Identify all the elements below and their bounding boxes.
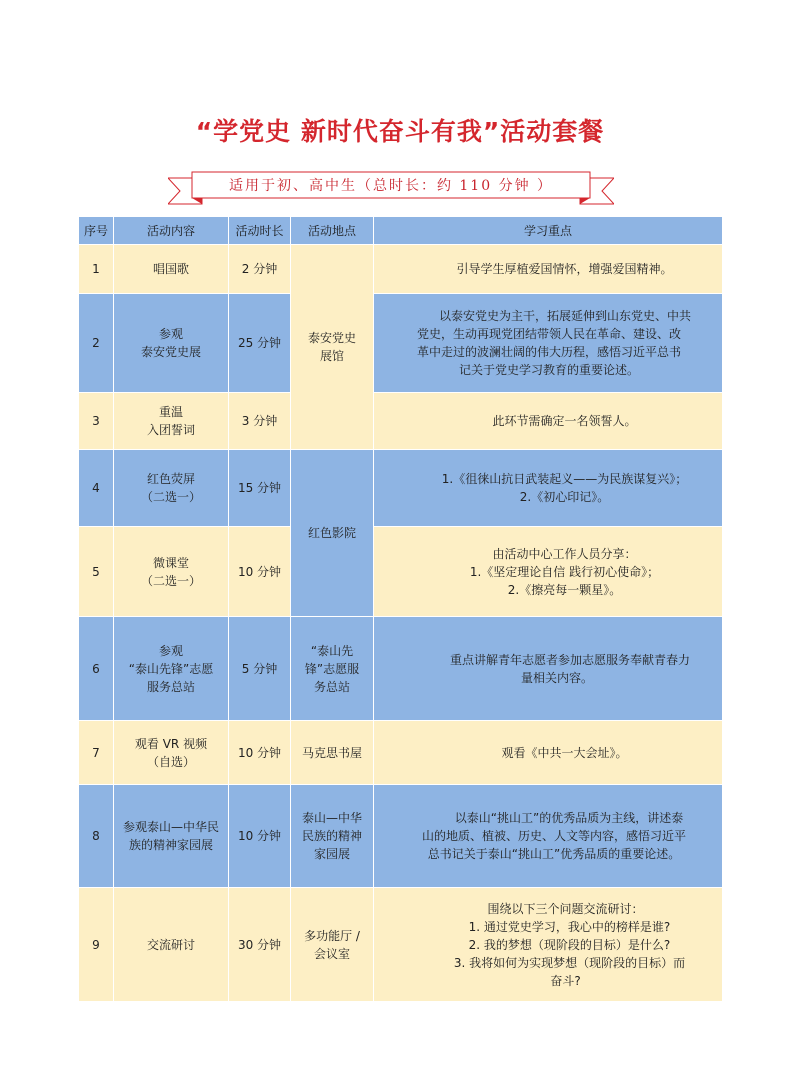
row-number: 8 — [79, 785, 114, 888]
subtitle-ribbon — [168, 170, 614, 210]
table-row — [79, 888, 723, 1002]
learning-focus: 此环节需确定一名领誓人。 — [374, 393, 723, 450]
activity-duration: 10 分钟 — [229, 721, 291, 785]
learning-focus: 由活动中心工作人员分享： 1.《坚定理论自信 践行初心使命》； 2.《擦亮每一颗星》。 — [374, 527, 723, 617]
activity-duration: 15 分钟 — [229, 450, 291, 527]
table-row — [79, 450, 723, 527]
row-number: 2 — [79, 294, 114, 393]
activity-content: 参观 “泰山先锋”志愿 服务总站 — [114, 617, 229, 721]
row-number: 5 — [79, 527, 114, 617]
header-no: 序号 — [79, 217, 114, 245]
activity-location: “泰山先 锋”志愿服 务总站 — [291, 617, 374, 721]
activity-content: 唱国歌 — [114, 245, 229, 294]
learning-focus: 以泰山“挑山工”的优秀品质为主线，讲述泰 山的地质、植被、历史、人文等内容，感悟习近平 总书记关于泰山“挑山工”优秀品质的重要论述。 — [374, 785, 723, 888]
row-number: 1 — [79, 245, 114, 294]
activity-duration: 10 分钟 — [229, 785, 291, 888]
table-row — [79, 527, 723, 617]
activity-location: 泰山—中华 民族的精神 家园展 — [291, 785, 374, 888]
row-number: 7 — [79, 721, 114, 785]
activity-location: 马克思书屋 — [291, 721, 374, 785]
activity-table — [78, 216, 723, 1002]
activity-duration: 30 分钟 — [229, 888, 291, 1002]
table-row — [79, 393, 723, 450]
table-row — [79, 721, 723, 785]
row-number: 3 — [79, 393, 114, 450]
activity-location: 多功能厅 / 会议室 — [291, 888, 374, 1002]
activity-content: 交流研讨 — [114, 888, 229, 1002]
activity-location: 泰安党史 展馆 — [291, 245, 374, 450]
table-row — [79, 245, 723, 294]
learning-focus: 围绕以下三个问题交流研讨： 1. 通过党史学习，我心中的榜样是谁? 2. 我的梦想（现阶段的目标）是什么? 3. 我将如何为实现梦想（现阶段的目标）而 奋斗? — [374, 888, 723, 1002]
row-number: 9 — [79, 888, 114, 1002]
learning-focus: 以泰安党史为主干，拓展延伸到山东党史、中共 党史，生动再现党团结带领人民在革命、建设、改 革中走过的波澜壮阔的伟大历程，感悟习近平总书 记关于党史学习教育的重要论述。 — [374, 294, 723, 393]
row-number: 4 — [79, 450, 114, 527]
activity-content: 红色荧屏 （二选一） — [114, 450, 229, 527]
table-header-row — [79, 217, 723, 245]
header-content: 活动内容 — [114, 217, 229, 245]
activity-content: 微课堂 （二选一） — [114, 527, 229, 617]
activity-location: 红色影院 — [291, 450, 374, 617]
activity-content: 观看 VR 视频 （自选） — [114, 721, 229, 785]
header-location: 活动地点 — [291, 217, 374, 245]
activity-duration: 2 分钟 — [229, 245, 291, 294]
activity-content: 参观 泰安党史展 — [114, 294, 229, 393]
table-row — [79, 617, 723, 721]
activity-duration: 5 分钟 — [229, 617, 291, 721]
activity-content: 参观泰山—中华民 族的精神家园展 — [114, 785, 229, 888]
learning-focus: 引导学生厚植爱国情怀，增强爱国精神。 — [374, 245, 723, 294]
table-row — [79, 294, 723, 393]
page-title: “学党史 新时代奋斗有我”活动套餐 — [195, 117, 605, 146]
header-focus: 学习重点 — [374, 217, 723, 245]
header-duration: 活动时长 — [229, 217, 291, 245]
learning-focus: 重点讲解青年志愿者参加志愿服务奉献青春力 量相关内容。 — [374, 617, 723, 721]
activity-duration: 3 分钟 — [229, 393, 291, 450]
learning-focus: 观看《中共一大会址》。 — [374, 721, 723, 785]
activity-duration: 25 分钟 — [229, 294, 291, 393]
activity-content: 重温 入团誓词 — [114, 393, 229, 450]
row-number: 6 — [79, 617, 114, 721]
activity-duration: 10 分钟 — [229, 527, 291, 617]
table-row — [79, 785, 723, 888]
learning-focus: 1.《徂徕山抗日武装起义——为民族谋复兴》； 2.《初心印记》。 — [374, 450, 723, 527]
subtitle: 适用于初、高中生（总时长：约 110 分钟 ） — [228, 178, 554, 194]
